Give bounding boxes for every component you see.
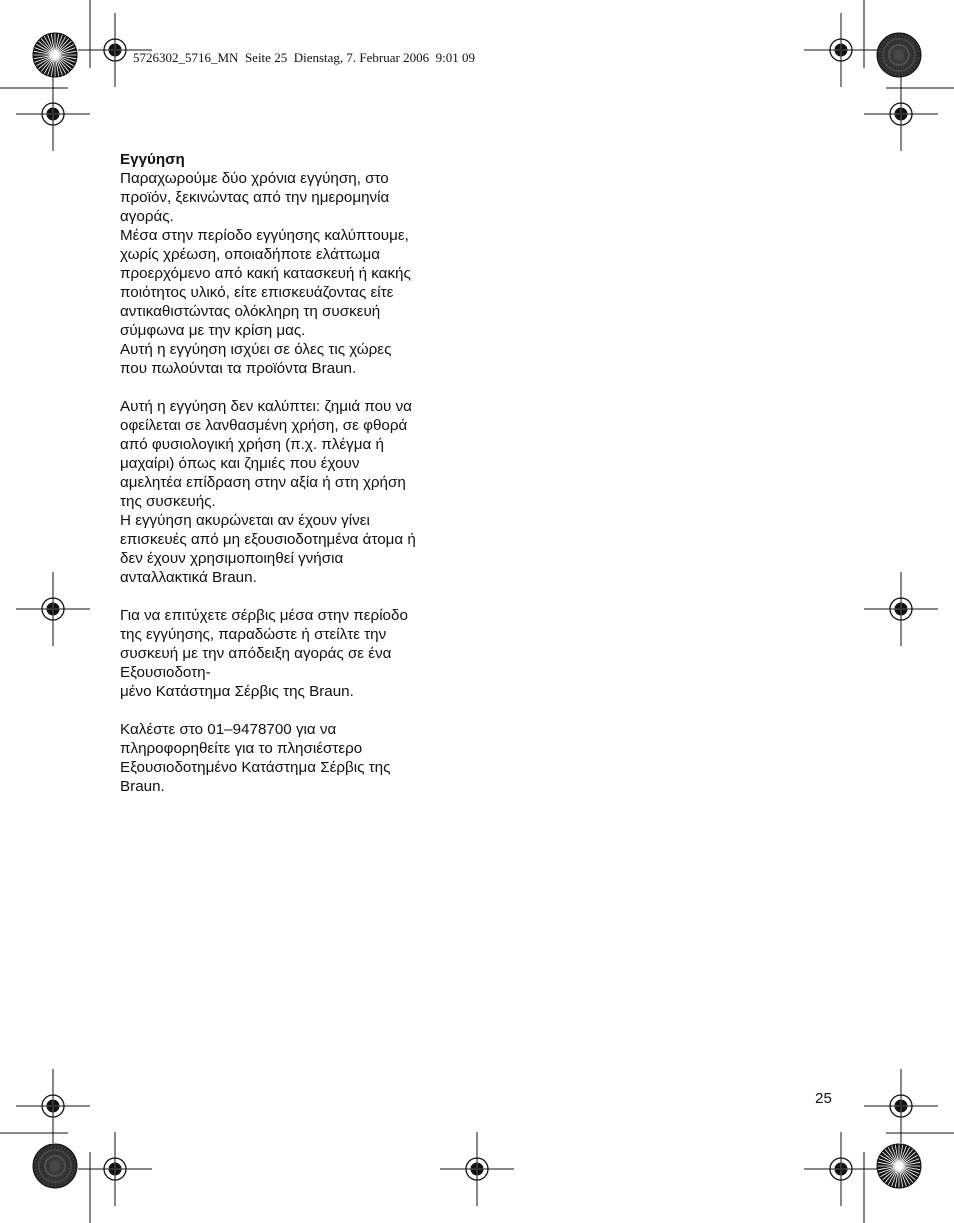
registration-crosshair-icon (804, 1132, 878, 1206)
registration-crosshair-icon (16, 572, 90, 646)
warranty-paragraph-3: Αυτή η εγγύηση ισχύει σε όλες τις χώρες που πωλούνται τα προϊόντα Braun. (120, 341, 392, 377)
warranty-paragraph-1: Παραχωρούμε δύο χρόνια εγγύηση, στο προϊόν, ξεκινώντας από την ημερομηνία αγοράς. (120, 170, 390, 225)
contact-paragraph: Καλέστε στο 01–9478700 για να πληροφορηθείτε για το πλησιέστερο Εξουσιοδοτημένο Κατάστημα Σέρβις της Braun. (120, 721, 391, 795)
warranty-paragraph-2: Μέσα στην περίοδο εγγύησης καλύπτουμε, χωρίς χρέωση, οποιαδήποτε ελάττωμα προερχόμενο από κακή κατασκευή ή κακής ποιότητος υλικό, είτε επισκευάζοντας είτε αντικαθιστώντας ολόκληρη τη συσκευή σύμφωνα με την κρίση μας. (120, 227, 411, 339)
service-paragraph: Για να επιτύχετε σέρβις μέσα στην περίοδο της εγγύησης, παραδώστε ή στείλτε την συσκευή με την απόδειξη αγοράς σε ένα Εξουσιοδοτη- μένο Κατάστημα Σέρβις της Braun. (120, 607, 408, 700)
warranty-void-paragraph: Η εγγύηση ακυρώνεται αν έχουν γίνει επισκευές από μη εξουσιοδοτημένα άτομα ή δεν έχουν χρησιμοποιηθεί γνήσια ανταλλακτικά Braun. (120, 512, 416, 586)
starburst-color-wheel-icon (877, 33, 921, 77)
registration-crosshair-icon (864, 1069, 938, 1143)
paragraph-spacer (120, 587, 465, 606)
starburst-color-wheel-icon (33, 33, 77, 77)
warranty-exclusions-paragraph: Αυτή η εγγύηση δεν καλύπτει: ζημιά που να οφείλεται σε λανθασμένη χρήση, σε φθορά από φυσιολογική χρήση (π.χ. πλέγμα ή μαχαίρι) όπως και ζημιές που έχουν αμελητέα επίδραση στην αξία ή στη χρήση της συσκευής. (120, 398, 412, 510)
registration-crosshair-icon (864, 572, 938, 646)
paragraph-spacer (120, 701, 465, 720)
registration-crosshair-icon (804, 13, 878, 87)
page-number: 25 (815, 1090, 832, 1107)
registration-crosshair-icon (78, 1132, 152, 1206)
starburst-color-wheel-icon (33, 1144, 77, 1188)
paragraph-spacer (120, 378, 465, 397)
slug-line: 5726302_5716_MN Seite 25 Dienstag, 7. Februar 2006 9:01 09 (133, 50, 475, 65)
registration-crosshair-icon (440, 1132, 514, 1206)
section-heading: Εγγύηση (120, 151, 185, 168)
registration-crosshair-icon (16, 1069, 90, 1143)
starburst-color-wheel-icon (877, 1144, 921, 1188)
warranty-section (120, 150, 465, 796)
